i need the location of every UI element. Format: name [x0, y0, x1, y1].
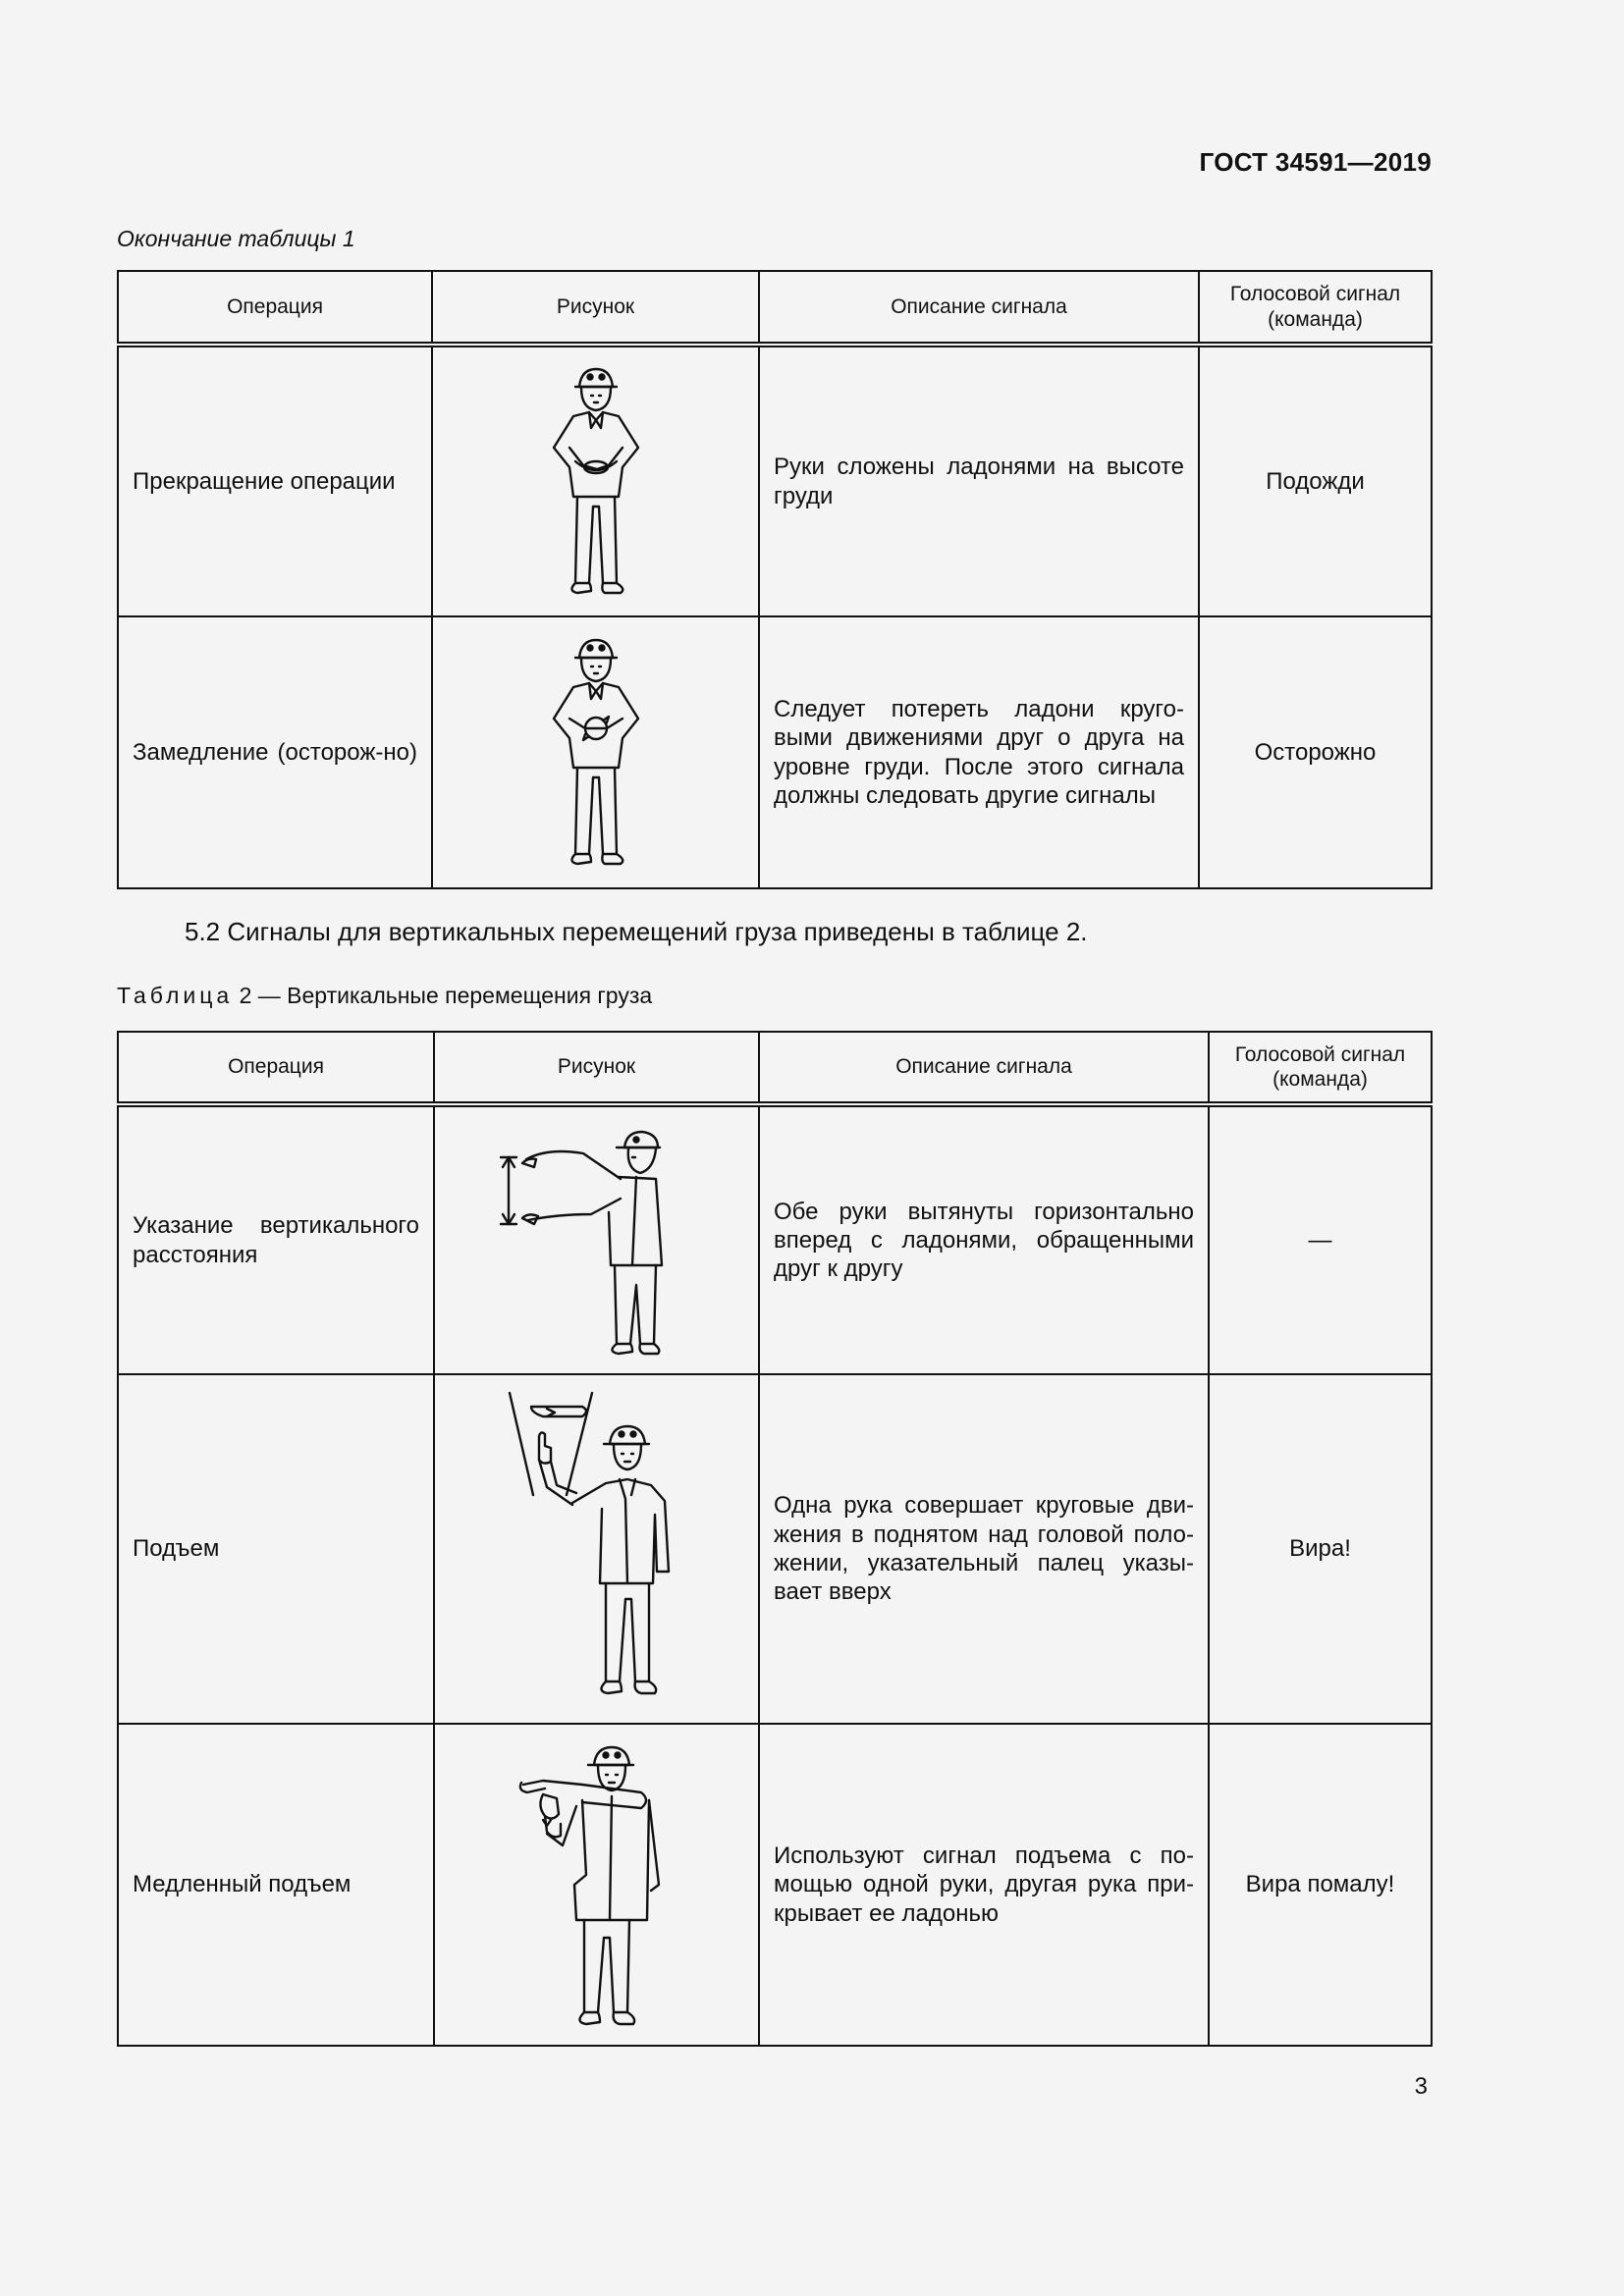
description-cell: Используют сигнал подъема с по-мощью одной руки, другая рука при-крывает ее ладонью — [759, 1724, 1209, 2046]
command-cell: — — [1209, 1104, 1432, 1374]
figure-cell — [434, 1724, 759, 2046]
operation-cell: Замедление (осторож-но) — [118, 616, 432, 888]
worker-finger-circle-up-icon — [504, 1387, 690, 1711]
figure-cell — [434, 1374, 759, 1724]
table2-caption-label: Таблица — [117, 983, 234, 1008]
table1-header-row — [118, 271, 1432, 345]
column-header-description: Описание сигнала — [759, 1032, 1209, 1104]
figure-cell — [432, 345, 759, 616]
column-header-command: Голосовой сигнал (команда) — [1209, 1032, 1432, 1104]
worker-palms-folded-icon — [532, 359, 660, 605]
column-header-description: Описание сигнала — [759, 271, 1199, 345]
description-cell: Обе руки вытянуты горизонтально вперед с ладонями, обращенными друг к другу — [759, 1104, 1209, 1374]
column-header-operation: Операция — [118, 271, 432, 345]
table2-caption-text: — Вертикальные перемещения груза — [257, 983, 653, 1008]
command-cell: Вира помалу! — [1209, 1724, 1432, 2046]
table-row — [118, 345, 1432, 616]
table-row — [118, 1374, 1432, 1724]
table-row — [118, 1724, 1432, 2046]
command-cell: Подожди — [1199, 345, 1432, 616]
table2 — [117, 1031, 1433, 2047]
table2-caption-number: 2 — [239, 983, 252, 1008]
standard-number: ГОСТ 34591—2019 — [1199, 147, 1432, 177]
command-cell: Осторожно — [1199, 616, 1432, 888]
figure-cell — [432, 616, 759, 888]
table2-caption — [117, 983, 652, 1009]
column-header-figure: Рисунок — [434, 1032, 759, 1104]
worker-rubbing-palms-icon — [532, 630, 660, 876]
command-cell: Вира! — [1209, 1374, 1432, 1724]
figure-cell — [434, 1104, 759, 1374]
column-header-operation: Операция — [118, 1032, 434, 1104]
table-row — [118, 1104, 1432, 1374]
worker-slow-lift-icon — [514, 1737, 680, 2032]
table1 — [117, 270, 1433, 889]
description-cell: Одна рука совершает круговые дви-жения в поднятом над головой поло-жении, указательный палец указы-вает вверх — [759, 1374, 1209, 1724]
operation-cell: Указание вертикального расстояния — [118, 1104, 434, 1374]
table-row — [118, 616, 1432, 888]
page-number: 3 — [1414, 2073, 1428, 2100]
table1-caption: Окончание таблицы 1 — [117, 226, 355, 251]
worker-hands-distance-icon — [489, 1118, 705, 1363]
description-cell: Руки сложены ладонями на высоте груди — [759, 345, 1199, 616]
operation-cell: Медленный подъем — [118, 1724, 434, 2046]
column-header-figure: Рисунок — [432, 271, 759, 345]
description-cell: Следует потереть ладони круго-выми движениями друг о друга на уровне груди. После этого сигнала должны следовать другие сигналы — [759, 616, 1199, 888]
operation-cell: Прекращение операции — [118, 345, 432, 616]
paragraph-5-2: 5.2 Сигналы для вертикальных перемещений груза приведены в таблице 2. — [185, 917, 1088, 946]
operation-cell: Подъем — [118, 1374, 434, 1724]
table2-header-row — [118, 1032, 1432, 1104]
column-header-command: Голосовой сигнал (команда) — [1199, 271, 1432, 345]
